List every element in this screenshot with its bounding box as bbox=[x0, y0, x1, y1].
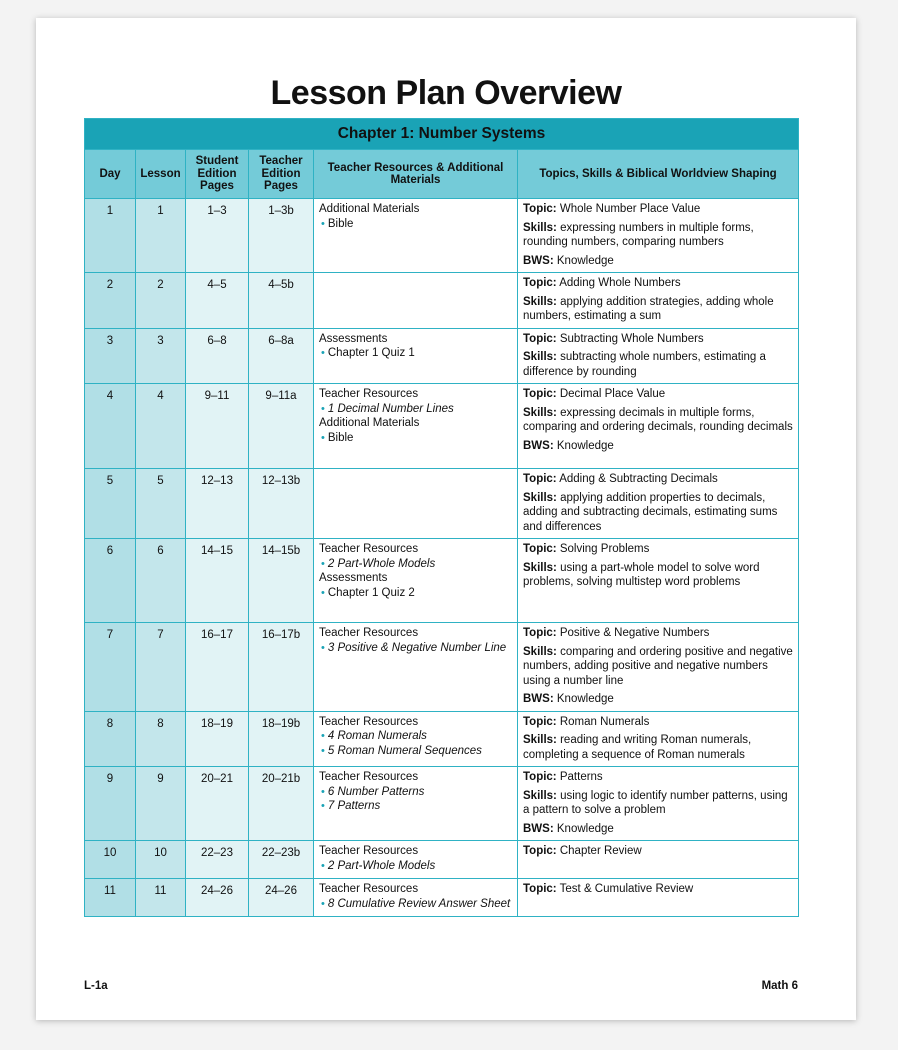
lesson-cell: 3 bbox=[136, 328, 186, 384]
topic-label: Topic: bbox=[523, 203, 557, 215]
header-lesson: Lesson bbox=[136, 150, 186, 199]
student-edition-pages-cell: 6–8 bbox=[186, 328, 249, 384]
resource-heading: Teacher Resources bbox=[319, 388, 419, 400]
skills-line bbox=[523, 295, 793, 324]
student-edition-pages-cell: 1–3 bbox=[186, 199, 249, 273]
bws-label: BWS: bbox=[523, 822, 554, 835]
resources-cell bbox=[314, 711, 518, 767]
skills-line bbox=[523, 491, 793, 535]
lesson-cell: 6 bbox=[136, 539, 186, 623]
resources-cell bbox=[314, 767, 518, 841]
skills-label: Skills: bbox=[523, 561, 557, 574]
table-row bbox=[85, 328, 799, 384]
resources-cell bbox=[314, 384, 518, 469]
topic-label: Topic: bbox=[523, 627, 557, 639]
lesson-cell: 8 bbox=[136, 711, 186, 767]
header-teacher-edition-pages: Teacher Edition Pages bbox=[249, 150, 314, 199]
table-row bbox=[85, 469, 799, 539]
resource-item-text: 7 Patterns bbox=[327, 800, 381, 812]
teacher-edition-pages-cell: 20–21b bbox=[249, 767, 314, 841]
skills-line bbox=[523, 645, 793, 689]
resources-cell bbox=[314, 539, 518, 623]
bullet-icon: • bbox=[321, 641, 325, 654]
student-edition-pages-cell: 9–11 bbox=[186, 384, 249, 469]
day-cell: 3 bbox=[85, 328, 136, 384]
day-cell: 9 bbox=[85, 767, 136, 841]
resource-item-text: Chapter 1 Quiz 1 bbox=[327, 347, 415, 359]
skills-label: Skills: bbox=[523, 491, 557, 504]
skills-line bbox=[523, 733, 793, 762]
topic-value: Whole Number Place Value bbox=[559, 203, 701, 215]
page-title: Lesson Plan Overview bbox=[270, 74, 622, 112]
topic-value: Decimal Place Value bbox=[559, 388, 666, 400]
bws-line bbox=[523, 822, 793, 837]
resources-cell bbox=[314, 623, 518, 712]
resource-heading: Teacher Resources bbox=[319, 715, 419, 728]
topic-label: Topic: bbox=[523, 332, 557, 345]
bws-line bbox=[523, 439, 793, 454]
resource-heading: Teacher Resources bbox=[319, 627, 419, 639]
teacher-edition-pages-cell: 1–3b bbox=[249, 199, 314, 273]
resources-cell bbox=[314, 273, 518, 329]
bullet-icon: • bbox=[321, 730, 325, 742]
skills-value: expressing decimals in multiple forms, comparing and ordering decimals, rounding decimals bbox=[523, 406, 793, 433]
day-cell: 2 bbox=[85, 273, 136, 329]
topic-value: Adding Whole Numbers bbox=[559, 277, 681, 289]
topic-line bbox=[523, 844, 793, 859]
resource-item bbox=[319, 431, 512, 446]
teacher-edition-pages-cell: 4–5b bbox=[249, 273, 314, 329]
topic-line bbox=[523, 715, 793, 730]
resource-item-text: Bible bbox=[327, 217, 354, 230]
header-day: Day bbox=[85, 150, 136, 199]
table-row bbox=[85, 273, 799, 329]
chapter-title: Chapter 1: Number Systems bbox=[85, 119, 799, 150]
topic-line bbox=[523, 276, 793, 291]
bullet-icon: • bbox=[321, 586, 325, 599]
bullet-icon: • bbox=[321, 557, 325, 570]
skills-value: applying addition strategies, adding whole numbers, estimating a sum bbox=[523, 295, 774, 322]
teacher-edition-pages-cell: 12–13b bbox=[249, 469, 314, 539]
resource-heading: Teacher Resources bbox=[319, 845, 419, 857]
student-edition-pages-cell: 22–23 bbox=[186, 841, 249, 879]
resources-cell bbox=[314, 469, 518, 539]
topic-label: Topic: bbox=[523, 277, 557, 289]
skills-line bbox=[523, 221, 793, 250]
topic-label: Topic: bbox=[523, 473, 557, 485]
bws-label: BWS: bbox=[523, 254, 554, 267]
skills-value: reading and writing Roman numerals, completing a sequence of Roman numerals bbox=[523, 734, 752, 761]
topic-label: Topic: bbox=[523, 771, 557, 783]
topic-line bbox=[523, 770, 793, 785]
resource-item bbox=[319, 557, 512, 572]
topics-cell bbox=[518, 623, 799, 712]
topic-line bbox=[523, 882, 793, 897]
resource-item-text: 4 Roman Numerals bbox=[327, 730, 427, 742]
skills-line bbox=[523, 406, 793, 435]
topic-line bbox=[523, 332, 793, 347]
day-cell: 6 bbox=[85, 539, 136, 623]
student-edition-pages-cell: 4–5 bbox=[186, 273, 249, 329]
resource-item bbox=[319, 744, 512, 759]
topics-cell bbox=[518, 539, 799, 623]
bws-line bbox=[523, 692, 793, 707]
bullet-icon: • bbox=[321, 217, 325, 230]
topics-cell bbox=[518, 767, 799, 841]
topic-line bbox=[523, 472, 793, 487]
resource-item bbox=[319, 217, 512, 232]
student-edition-pages-cell: 18–19 bbox=[186, 711, 249, 767]
header-student-edition-pages: Student Edition Pages bbox=[186, 150, 249, 199]
document-page bbox=[36, 18, 856, 1020]
resource-item-text: 3 Positive & Negative Number Line bbox=[327, 641, 507, 654]
header-topics: Topics, Skills & Biblical Worldview Shaping bbox=[518, 150, 799, 199]
resource-heading: Additional Materials bbox=[319, 203, 420, 215]
skills-value: using a part-whole model to solve word problems, solving multistep word problems bbox=[523, 561, 760, 588]
resource-heading: Additional Materials bbox=[319, 417, 420, 429]
resource-item-text: 5 Roman Numeral Sequences bbox=[327, 744, 482, 757]
bws-value: Knowledge bbox=[556, 822, 614, 835]
skills-line bbox=[523, 561, 793, 590]
teacher-edition-pages-cell: 14–15b bbox=[249, 539, 314, 623]
resource-item bbox=[319, 897, 512, 912]
resource-item-text: 1 Decimal Number Lines bbox=[327, 402, 454, 415]
student-edition-pages-cell: 12–13 bbox=[186, 469, 249, 539]
day-cell: 10 bbox=[85, 841, 136, 879]
table-row bbox=[85, 384, 799, 469]
lesson-cell: 4 bbox=[136, 384, 186, 469]
table-body bbox=[85, 199, 799, 917]
bullet-icon: • bbox=[321, 859, 325, 872]
resource-item bbox=[319, 586, 512, 601]
lesson-cell: 9 bbox=[136, 767, 186, 841]
student-edition-pages-cell: 24–26 bbox=[186, 879, 249, 917]
bws-label: BWS: bbox=[523, 693, 554, 705]
teacher-edition-pages-cell: 6–8a bbox=[249, 328, 314, 384]
table-row bbox=[85, 623, 799, 712]
topic-line bbox=[523, 202, 793, 217]
bws-value: Knowledge bbox=[556, 254, 614, 267]
bullet-icon: • bbox=[321, 897, 325, 910]
topic-value: Subtracting Whole Numbers bbox=[559, 332, 704, 345]
resources-cell bbox=[314, 841, 518, 879]
chapter-header-row bbox=[85, 119, 799, 150]
resource-heading: Assessments bbox=[319, 332, 388, 345]
skills-value: applying addition properties to decimals, adding and subtracting decimals, estimating sums and differences bbox=[523, 491, 778, 533]
footer-book-title: Math 6 bbox=[761, 980, 798, 992]
bullet-icon: • bbox=[321, 402, 325, 415]
skills-label: Skills: bbox=[523, 221, 557, 234]
lesson-cell: 7 bbox=[136, 623, 186, 712]
resource-heading: Teacher Resources bbox=[319, 883, 419, 895]
topics-cell bbox=[518, 328, 799, 384]
table-row bbox=[85, 841, 799, 879]
table-row bbox=[85, 199, 799, 273]
topics-cell bbox=[518, 199, 799, 273]
teacher-edition-pages-cell: 16–17b bbox=[249, 623, 314, 712]
resource-item-text: 2 Part-Whole Models bbox=[327, 557, 436, 570]
topics-cell bbox=[518, 273, 799, 329]
header-resources: Teacher Resources & Additional Materials bbox=[314, 150, 518, 199]
bws-value: Knowledge bbox=[556, 439, 614, 452]
day-cell: 1 bbox=[85, 199, 136, 273]
topics-cell bbox=[518, 384, 799, 469]
day-cell: 7 bbox=[85, 623, 136, 712]
skills-value: comparing and ordering positive and negative numbers, adding positive and negative numbers using a number line bbox=[523, 645, 793, 687]
topics-cell bbox=[518, 841, 799, 879]
student-edition-pages-cell: 20–21 bbox=[186, 767, 249, 841]
teacher-edition-pages-cell: 9–11a bbox=[249, 384, 314, 469]
teacher-edition-pages-cell: 18–19b bbox=[249, 711, 314, 767]
skills-label: Skills: bbox=[523, 789, 557, 802]
resource-item-text: Chapter 1 Quiz 2 bbox=[327, 586, 415, 599]
topic-line bbox=[523, 626, 793, 641]
topic-value: Test & Cumulative Review bbox=[559, 883, 694, 895]
lesson-cell: 10 bbox=[136, 841, 186, 879]
topic-line bbox=[523, 542, 793, 557]
lesson-cell: 2 bbox=[136, 273, 186, 329]
topic-value: Positive & Negative Numbers bbox=[559, 627, 710, 639]
table-row bbox=[85, 539, 799, 623]
topic-line bbox=[523, 387, 793, 402]
bullet-icon: • bbox=[321, 347, 325, 359]
lesson-cell: 5 bbox=[136, 469, 186, 539]
table-row bbox=[85, 879, 799, 917]
day-cell: 5 bbox=[85, 469, 136, 539]
bws-value: Knowledge bbox=[556, 693, 614, 705]
skills-value: subtracting whole numbers, estimating a difference by rounding bbox=[523, 351, 766, 378]
day-cell: 8 bbox=[85, 711, 136, 767]
topic-label: Topic: bbox=[523, 845, 557, 857]
teacher-edition-pages-cell: 24–26 bbox=[249, 879, 314, 917]
bullet-icon: • bbox=[321, 744, 325, 757]
bullet-icon: • bbox=[321, 431, 325, 444]
topic-value: Adding & Subtracting Decimals bbox=[559, 473, 718, 485]
resource-item-text: 2 Part-Whole Models bbox=[327, 859, 436, 872]
topic-label: Topic: bbox=[523, 388, 557, 400]
topic-value: Patterns bbox=[559, 771, 603, 783]
resource-heading: Assessments bbox=[319, 572, 388, 584]
skills-line bbox=[523, 789, 793, 818]
skills-value: using logic to identify number patterns, using a pattern to solve a problem bbox=[523, 789, 788, 816]
student-edition-pages-cell: 14–15 bbox=[186, 539, 249, 623]
resource-item bbox=[319, 641, 512, 656]
resource-item-text: Bible bbox=[327, 431, 354, 444]
teacher-edition-pages-cell: 22–23b bbox=[249, 841, 314, 879]
topic-label: Topic: bbox=[523, 543, 557, 555]
topic-label: Topic: bbox=[523, 883, 557, 895]
resource-heading: Teacher Resources bbox=[319, 543, 419, 555]
resources-cell bbox=[314, 328, 518, 384]
resource-item bbox=[319, 859, 512, 874]
bullet-icon: • bbox=[321, 800, 325, 812]
resource-heading: Teacher Resources bbox=[319, 771, 419, 783]
lesson-plan-table bbox=[84, 118, 799, 917]
resources-cell bbox=[314, 199, 518, 273]
bullet-icon: • bbox=[321, 785, 325, 798]
bws-label: BWS: bbox=[523, 439, 554, 452]
resource-item-text: 6 Number Patterns bbox=[327, 785, 425, 798]
resource-item bbox=[319, 402, 512, 417]
skills-value: expressing numbers in multiple forms, rounding numbers, comparing numbers bbox=[523, 221, 754, 248]
topics-cell bbox=[518, 711, 799, 767]
column-header-row bbox=[85, 150, 799, 199]
topic-value: Roman Numerals bbox=[559, 715, 650, 728]
skills-label: Skills: bbox=[523, 734, 557, 746]
topics-cell bbox=[518, 879, 799, 917]
table-row bbox=[85, 711, 799, 767]
topic-value: Solving Problems bbox=[559, 543, 650, 555]
bws-line bbox=[523, 254, 793, 269]
topic-label: Topic: bbox=[523, 715, 557, 728]
lesson-cell: 11 bbox=[136, 879, 186, 917]
day-cell: 11 bbox=[85, 879, 136, 917]
resource-item bbox=[319, 729, 512, 744]
skills-line bbox=[523, 350, 793, 379]
day-cell: 4 bbox=[85, 384, 136, 469]
skills-label: Skills: bbox=[523, 295, 557, 308]
resources-cell bbox=[314, 879, 518, 917]
topic-value: Chapter Review bbox=[559, 845, 642, 857]
skills-label: Skills: bbox=[523, 645, 557, 658]
student-edition-pages-cell: 16–17 bbox=[186, 623, 249, 712]
resource-item bbox=[319, 785, 512, 800]
skills-label: Skills: bbox=[523, 351, 557, 363]
footer-page-number: L-1a bbox=[84, 980, 108, 992]
resource-item bbox=[319, 799, 512, 814]
resource-item-text: 8 Cumulative Review Answer Sheet bbox=[327, 897, 511, 910]
topics-cell bbox=[518, 469, 799, 539]
lesson-cell: 1 bbox=[136, 199, 186, 273]
table-row bbox=[85, 767, 799, 841]
resource-item bbox=[319, 346, 512, 361]
skills-label: Skills: bbox=[523, 406, 557, 419]
